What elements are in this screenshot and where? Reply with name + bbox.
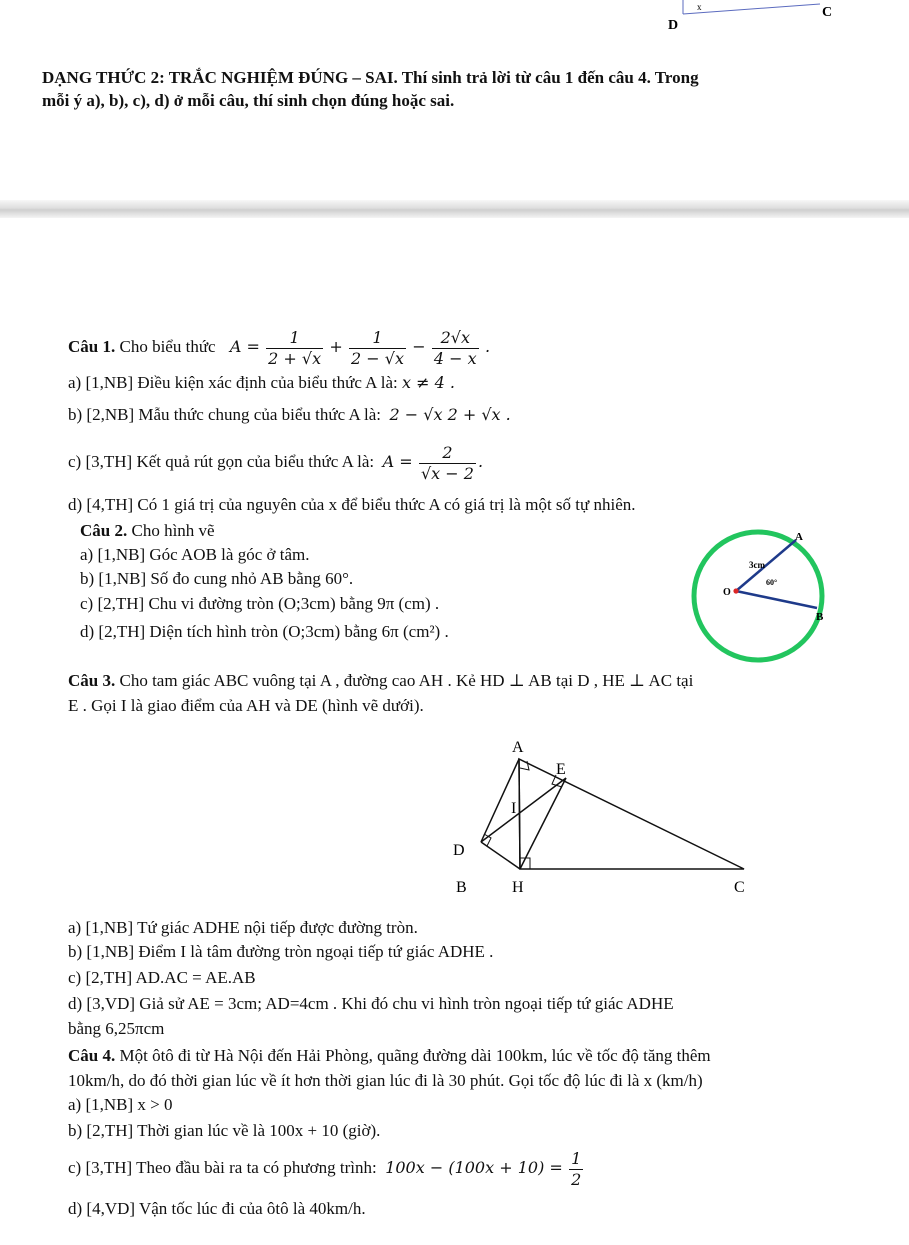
q4-statement-line-2: 10km/h, do đó thời gian lúc về ít hơn thời gian lúc đi là 30 phút. Gọi tốc độ lúc đi là x (km/h) (68, 1071, 703, 1090)
q1-expr-lhs: A = (229, 337, 260, 356)
q1-intro: Cho biểu thức (119, 337, 216, 356)
q3-label-c: C (734, 879, 745, 896)
q3-segment-hd (481, 842, 520, 869)
q1-fraction-3: $\frac{2√x}{4 - x}$ (433, 327, 477, 368)
q1-c-fraction: $\frac{2}{√x - 2}$ (420, 442, 474, 483)
q1-option-b: b) [2,NB] Mẫu thức chung của biểu thức A là: 2 − √x 2 + √x . (68, 405, 511, 424)
q2-label-a: A (795, 531, 803, 543)
q3-segment-he (520, 778, 566, 869)
q1-fraction-1: $\frac{1}{2 + √x}$ (268, 327, 322, 368)
q4-option-b: b) [2,TH] Thời gian lúc về là 100x + 10 (giờ). (68, 1121, 381, 1140)
q3-statement-line-2: E . Gọi I là giao điểm của AH và DE (hình vẽ dưới). (68, 696, 424, 715)
q2-option-c: c) [2,TH] Chu vi đường tròn (O;3cm) bằng 9π (cm) . (80, 594, 440, 613)
q4-option-c: c) [3,TH] Theo đầu bài ra ta có phương trình: 100x − (100x + 10) = $\frac{1}{2}$ (68, 1148, 582, 1189)
q1-statement: Câu 1. Cho biểu thức A = $\frac{1}{2 + √x}$ + $\frac{1}{2 - √x}$ − $\frac{2√x}{4 - x}$ . (68, 327, 491, 368)
q4-c-fraction: $\frac{1}{2}$ (571, 1148, 582, 1189)
q2-option-a: a) [1,NB] Góc AOB là góc ở tâm. (80, 545, 310, 564)
q3-label-h: H (512, 879, 524, 896)
q3-label-a: A (512, 739, 524, 756)
q2-circle-figure (690, 528, 830, 668)
top-label-x: x (697, 2, 702, 12)
q3-statement-line-1: Câu 3. Cho tam giác ABC vuông tại A , đường cao AH . Kẻ HD ⊥ AB tại D , HE ⊥ AC tại (68, 671, 694, 690)
q2-statement (80, 520, 215, 542)
q2-label: Câu 2. (80, 521, 128, 540)
q3-option-c: c) [2,TH] AD.AC = AE.AB (68, 968, 256, 987)
top-partial-figure (0, 0, 909, 44)
q3-option-d-line-1: d) [3,VD] Giả sử AE = 3cm; AD=4cm . Khi đó chu vi hình tròn ngoại tiếp tứ giác ADHE (68, 994, 674, 1013)
page-divider-band (0, 200, 909, 218)
q3-label-d: D (453, 842, 465, 859)
q3-segment-de (481, 778, 566, 842)
header-line-1: DẠNG THỨC 2: TRẮC NGHIỆM ĐÚNG – SAI. Thí sinh trả lời từ câu 1 đến câu 4. Trong (42, 68, 699, 87)
q3-label-e: E (556, 761, 566, 778)
q3-triangle-abc (519, 759, 744, 869)
q1-option-d: d) [4,TH] Có 1 giá trị của nguyên của x để biểu thức A có giá trị là một số tự nhiên. (68, 495, 636, 514)
q1-option-a: a) [1,NB] Điều kiện xác định của biểu thức A là: x ≠ 4 . (68, 373, 455, 392)
q2-label-o: O (723, 587, 731, 598)
q1-label: Câu 1. (68, 337, 116, 356)
q2-radius-ob (736, 591, 817, 608)
q4-label: Câu 4. (68, 1046, 116, 1065)
q1-option-c: c) [3,TH] Kết quả rút gọn của biểu thức A là: A = $\frac{2}{√x - 2}$ . (68, 442, 484, 483)
header-line-2: mỗi ý a), b), c), d) ở mỗi câu, thí sinh chọn đúng hoặc sai. (42, 91, 455, 110)
top-segment-dc (683, 4, 820, 14)
q3-label-b: B (456, 879, 467, 896)
top-label-d: D (668, 18, 679, 33)
q2-option-b: b) [1,NB] Số đo cung nhỏ AB bằng 60°. (80, 569, 354, 588)
q4-statement-line-1: Câu 4. Một ôtô đi từ Hà Nội đến Hải Phòng, quãng đường dài 100km, lúc về tốc độ tăng thêm (68, 1046, 711, 1065)
q3-option-a: a) [1,NB] Tứ giác ADHE nội tiếp được đường tròn. (68, 918, 418, 937)
q4-option-d: d) [4,VD] Vận tốc lúc đi của ôtô là 40km/h. (68, 1199, 366, 1218)
q2-intro: Cho hình vẽ (131, 521, 215, 540)
q2-option-d: d) [2,TH] Diện tích hình tròn (O;3cm) bằng 6π (cm²) . (80, 622, 449, 641)
q1-fraction-2: $\frac{1}{2 - √x}$ (351, 327, 404, 368)
q3-label: Câu 3. (68, 671, 116, 690)
q2-label-b: B (816, 611, 824, 623)
q2-center-point (733, 588, 738, 593)
q3-option-d-line-2: bằng 6,25πcm (68, 1019, 165, 1038)
q4-option-a: a) [1,NB] x > 0 (68, 1095, 173, 1114)
q3-triangle-figure (440, 730, 770, 905)
q2-radius-label: 3cm (749, 560, 765, 570)
q3-option-b: b) [1,NB] Điểm I là tâm đường tròn ngoại tiếp tứ giác ADHE . (68, 942, 494, 961)
top-label-c: C (822, 5, 833, 20)
q3-label-i: I (511, 800, 517, 817)
q2-angle-label: 60° (766, 578, 778, 587)
